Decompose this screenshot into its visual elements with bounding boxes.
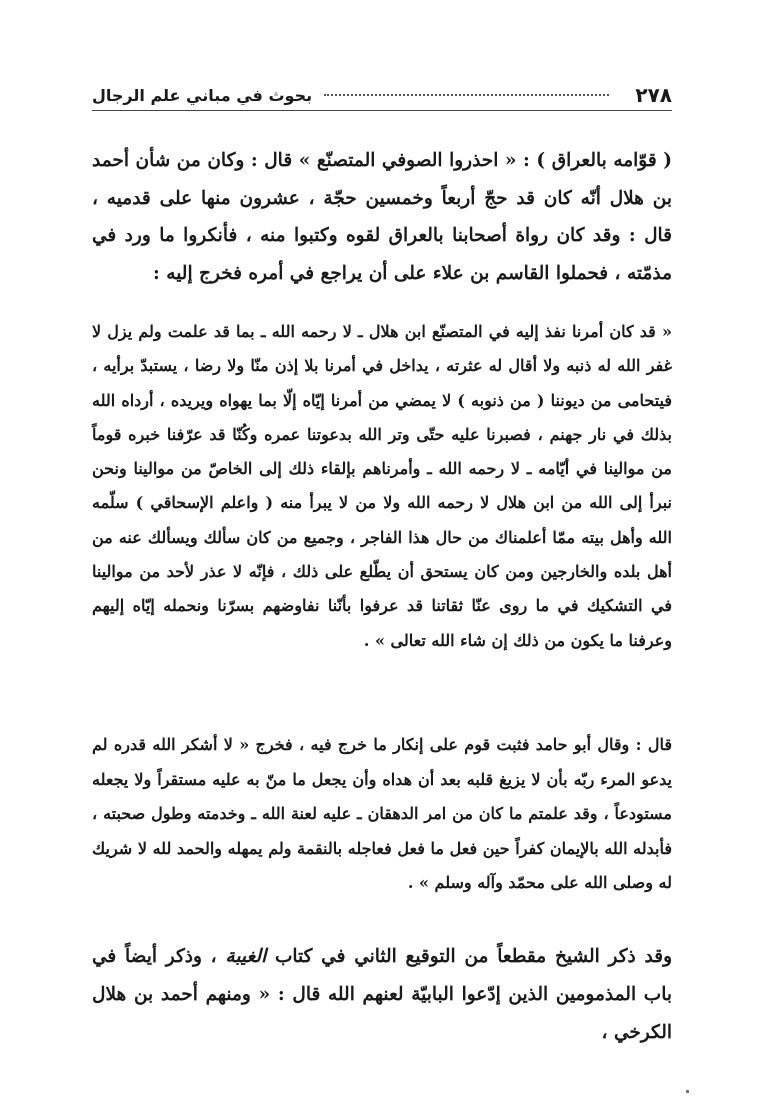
scan-speck [686,1090,689,1093]
page-number: ٢٧٨ [635,83,672,107]
paragraph-first-tawqi: « قد كان أمرنا نفذ إليه في المتصنّع ابن هلال ـ لا رحمه الله ـ بما قد علمت ولم يزل لا غفر الله له ذنبه ولا أقال له عثرته ، يداخل في أمرنا بلا إذن منّا ولا رضا ، يستبدّ برأيه ، فيتحامى من ديوننا ( من ذنوبه ) لا يمضي من أمرنا إيّاه إلّا بما يهواه ويريده ، أرداه الله بذلك في نار جهنم ، فصبرنا عليه حتّى وتر الله بدعوتنا عمره وكُنّا قد عرّفنا خبره قوماً من موالينا في أيّامه ـ لا رحمه الله ـ وأمرناهم بإلقاء ذلك إلى الخاصّ من موالينا ونحن نبرأ إلى الله من ابن هلال لا رحمه الله ولا من لا يبرأ منه ( واعلم الإسحاقي ) سلّمه الله وأهل بيته ممّا أعلمناك من حال هذا الفاجر ، وجميع من كان سألك ويسألك عنه من أهل بلده والخارجين ومن كان يستحق أن يطّلع على ذلك ، فإنّه لا عذر لأحد من موالينا في التشكيك في ما روى عنّا ثقاتنا قد عرفوا بأنّنا نفاوضهم بسرّنا ونحمله إيّاه إليهم وعرفنا ما يكون من ذلك إن شاء الله تعالى » . [92,322,672,650]
running-header [92,80,672,111]
paragraph-text-start: وقد ذكر الشيخ مقطعاً من التوقيع الثاني في كتاب [266,946,673,967]
header-dot-leader [324,94,609,96]
paragraph-shaykh-ghayba [92,938,672,1052]
paragraph-second-tawqi: قال : وقال أبو حامد فثبت قوم على إنكار ما خرج فيه ، فخرج « لا أشكر الله قدره لم يدعو المرء ربّه بأن لا يزيغ قلبه بعد أن هداه وأن يجعل ما منّ به عليه مستقراً ولا يجعله مستودعاً ، وقد علمتم ما كان من امر الدهقان ـ عليه لعنة الله ـ وخدمته وطول صحبته ، فأبدله الله بالإيمان كفراً حين فعل ما فعل فعاجله بالنقمة ولم يمهله والحمد لله لا شريك له وصلى الله على محمّد وآله وسلم » . [92,735,672,892]
paragraph-text-end: ، وذكر أيضاً في باب المذمومين الذين إدّعوا البابيّة لعنهم الله قال : « ومنهم أحمد بن هلال الكرخي ، [92,946,672,1043]
book-name-ghayba: الغيبة [225,946,267,967]
book-title: بحوث في مباني علم الرجال [92,85,313,105]
paragraph-intro: ( قوّامه بالعراق ) : « احذروا الصوفي المتصنّع » قال : وكان من شأن أحمد بن هلال أنّه كان قد حجّ أربعاً وخمسين حجّة ، عشرون منها على قدميه ، قال : وقد كان رواة أصحابنا بالعراق لقوه وكتبوا منه ، فأنكروا ما ورد في مذمّته ، فحملوا القاسم بن علاء على أن يراجع في أمره فخرج إليه : [92,150,672,284]
